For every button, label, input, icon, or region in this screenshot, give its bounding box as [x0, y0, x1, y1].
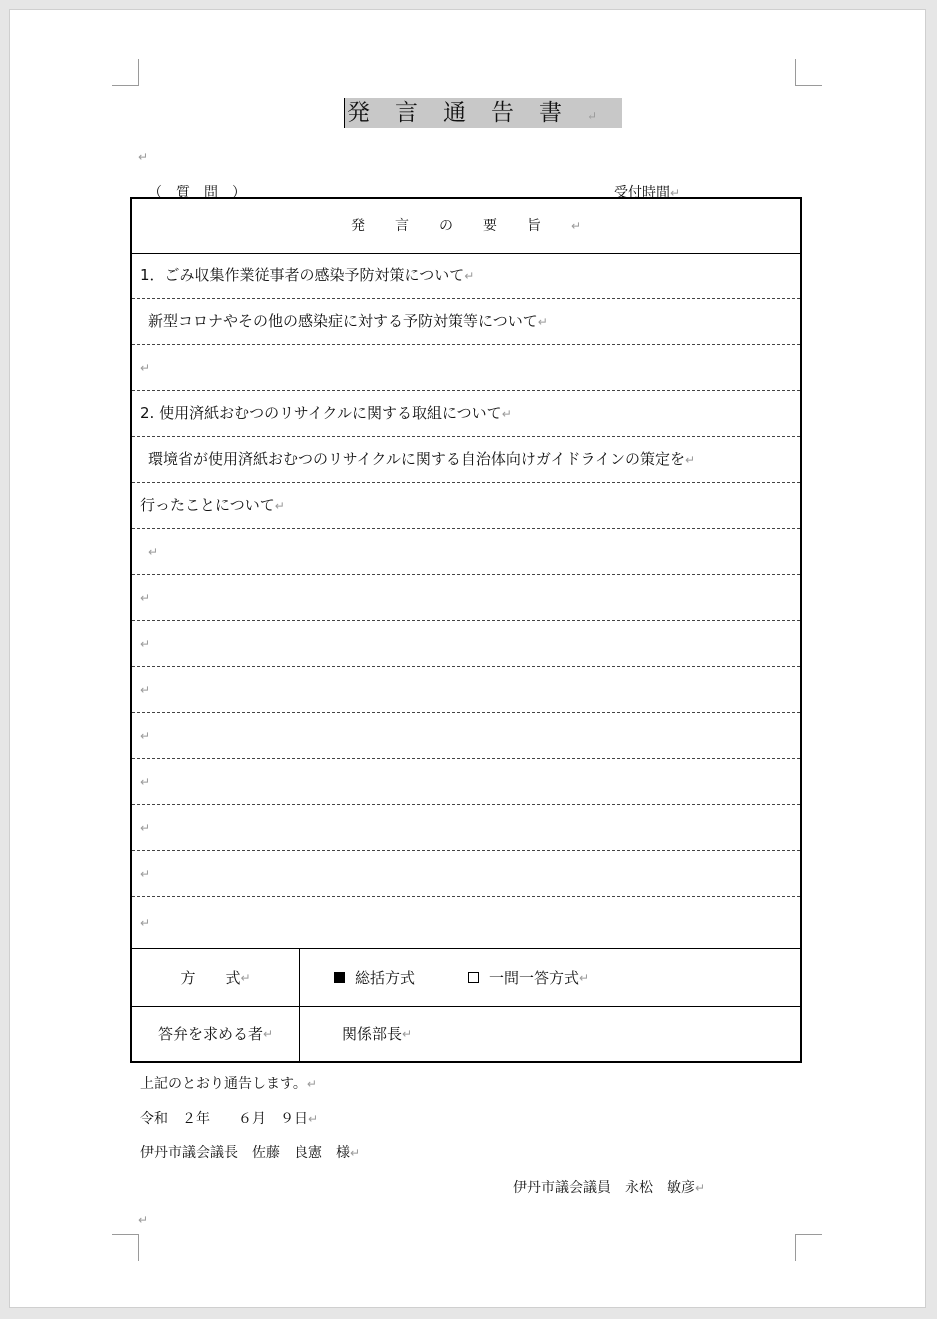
crop-mark-bottom-right — [795, 1234, 822, 1261]
summary-line[interactable]: 行ったことについて↵ — [132, 483, 800, 529]
crop-mark-top-left — [112, 59, 139, 86]
summary-line[interactable]: 1．ごみ収集作業従事者の感染予防対策について↵ — [132, 253, 800, 299]
summary-lines — [132, 253, 800, 949]
respondent-row — [132, 1006, 800, 1061]
received-time-label: 受付時間↵ — [614, 185, 681, 201]
crop-mark-top-right — [795, 59, 822, 86]
summary-line[interactable]: 2. 使用済紙おむつのリサイクルに関する取組について↵ — [132, 391, 800, 437]
document-page — [10, 10, 925, 1307]
summary-line[interactable]: ↵ — [132, 667, 800, 713]
summary-line[interactable]: ↵ — [132, 759, 800, 805]
method-options: 総括方式 一問一答方式 ↵ — [300, 949, 800, 1006]
document-title[interactable]: 発言通告書↵ — [344, 98, 622, 128]
addressee: 伊丹市議会議長 佐藤 良憲 様↵ — [140, 1145, 361, 1161]
option-summary-method: 総括方式 — [355, 969, 416, 987]
notice-form-table — [130, 197, 802, 1063]
question-type-label: （ 質 問 ） — [148, 185, 246, 201]
summary-line[interactable]: 新型コロナやその他の感染症に対する予防対策等について↵ — [132, 299, 800, 345]
summary-line[interactable]: ↵ — [132, 805, 800, 851]
summary-line[interactable]: ↵ — [132, 529, 800, 575]
checked-box-icon[interactable] — [334, 972, 345, 983]
summary-line[interactable]: ↵ — [132, 575, 800, 621]
option-one-by-one-method: 一問一答方式 — [489, 969, 580, 987]
paragraph-mark-icon: ↵ — [587, 109, 623, 123]
notice-date: 令和 ２年 ６月 ９日↵ — [140, 1111, 319, 1127]
summary-line[interactable]: ↵ — [132, 897, 800, 949]
submitter: 伊丹市議会議員 永松 敏彦↵ — [513, 1180, 706, 1196]
method-label: 方 式 ↵ — [132, 949, 300, 1006]
notice-statement: 上記のとおり通告します。↵ — [140, 1076, 317, 1092]
summary-line[interactable]: ↵ — [132, 713, 800, 759]
unchecked-box-icon[interactable] — [468, 972, 479, 983]
summary-line[interactable]: ↵ — [132, 621, 800, 667]
paragraph-mark-icon: ↵ — [138, 1213, 149, 1227]
summary-line[interactable]: 環境省が使用済紙おむつのリサイクルに関する自治体向けガイドラインの策定を↵ — [132, 437, 800, 483]
summary-line[interactable]: ↵ — [132, 851, 800, 897]
table-header: 発言の要旨↵ — [132, 199, 800, 254]
crop-mark-bottom-left — [112, 1234, 139, 1261]
summary-line[interactable]: ↵ — [132, 345, 800, 391]
paragraph-mark-icon: ↵ — [138, 150, 149, 164]
respondent-label: 答弁を求める者 ↵ — [132, 1006, 300, 1061]
respondent-value[interactable]: 関係部長 ↵ — [342, 1025, 413, 1043]
method-row — [132, 949, 800, 1007]
